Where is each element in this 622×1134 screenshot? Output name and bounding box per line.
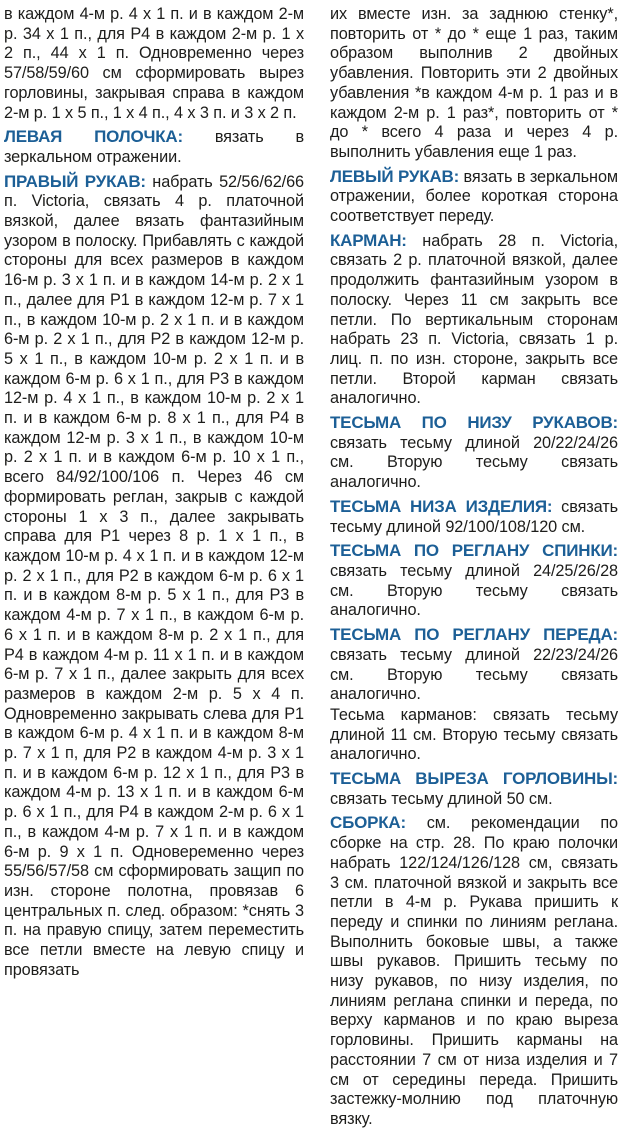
paragraph-text: набрать 52/56/62/66 п. Victoria, связать 4 р. платочной вязкой, далее вязать фантазийным узором в полоску. Прибавлять с каждой стороны для всех размеров в каждом 16-м р. 3 х 1 п. и в каждом 14-м р. 2 х 1 п., далее для Р1 в каждом 12-м р. 7 х 1 п., в каждом 10-м р. 2 х 1 п. и в каждом 6-м р. 2 х 1 п., для Р2 в каждом 12-м р. 5 х 1 п., в каждом 10-м р. 2 х 1 п. и в каждом 6-м р. 6 х 1 п., для Р3 в каждом 12-м р. 4 х 1 п., в каждом 10-м р. 2 х 1 п. и в каждом 6-м р. 8 х 1 п., для Р4 в каждом 12-м р. 3 х 1 п., в каждом 10-м р. 2 х 1 п. и в каждом 6-м р. 10 х 1 п., всего 84/92/100/106 п. Через 46 см формировать реглан, закрыв с каждой стороны 1 х 3 п., далее закрывать справа для Р1 через 8 р. 1 х 1 п., в каждом 10-м р. 4 х 1 п. и в каждом 12-м р. 2 х 1 п., для Р2 в каждом 6-м р. 6 х 1 п. и в каждом 8-м р. 5 х 1 п., для Р3 в каждом 4-м р. 7 х 1 п., в каждом 6-м р. 6 х 1 п. и в каждом 8-м р. 2 х 1 п., для Р4 в каждом 4-м р. 11 х 1 п. и в каждом 6-м р. 7 х 1 п., далее закрыть для всех размеров в каждом 2-м р. 5 х 4 п. Одновременно закрывать слева для Р1 в каждом 6-м р. 4 х 1 п. и в каждом 8-м р. 7 х 1 п, для Р2 в каждом 4-м р. 3 х 1 п. и в каждом 6-м р. 12 х 1 п., для Р3 в каждом 4-м р. 13 х 1 п. и в каждом 6-м р. 6 х 1 п., для Р4 в каждом 2-м р. 6 х 1 п., в каждом 4-м р. 7 х 1 п. и в каждом 6-м р. 9 х 1 п. Одновеременно через 55/56/57/58 см сформировать защип по изн. стороне полотна, провязав 6 центральных п. след. образом: *снять 3 п. на правую спицу, затем переместить все петли вместе на левую спицу и провязать — [4, 172, 304, 979]
left-column — [4, 5, 304, 984]
paragraph-text: связать тесьму длиной 24/25/26/28 см. Вторую тесьму связать аналогично. — [330, 561, 618, 620]
paragraph-text: вязать в зеркальном отражении, более короткая сторона соответствует переду. — [330, 167, 618, 226]
left-sleeve-section — [330, 167, 618, 227]
paragraph-text: связать тесьму длиной 92/100/108/120 см. — [330, 497, 618, 536]
left-front-section — [4, 127, 304, 167]
paragraph-text: связать тесьму длиной 20/22/24/26 см. Вторую тесьму связать аналогично. — [330, 433, 618, 492]
section-heading-right-sleeve: ПРАВЫЙ РУКАВ: — [4, 171, 146, 191]
paragraph-text: Тесьма карманов: связать тесьму длиной 11 см. Вторую тесьму связать аналогично. — [330, 705, 618, 764]
section-heading-left-sleeve: ЛЕВЫЙ РУКАВ: — [330, 166, 460, 186]
front-raglan-tape-section — [330, 625, 618, 705]
paragraph-text: в каждом 4-м р. 4 х 1 п. и в каждом 2-м р. 34 х 1 п., для Р4 в каждом 2-м р. 1 х 2 п., 44 х 1 п. Одновременно через 57/58/59/60 см сформировать вырез горловины, закрывая справа в каждом 2-м р. 1 х 5 п., 1 х 4 п., 4 х 3 п. и 3 х 2 п. — [4, 5, 304, 122]
section-heading-hem-tape: ТЕСЬМА НИЗА ИЗДЕЛИЯ: — [330, 496, 553, 516]
section-heading-pocket: КАРМАН: — [330, 230, 407, 250]
section-heading-back-raglan-tape: ТЕСЬМА ПО РЕГЛАНУ СПИНКИ: — [330, 541, 618, 561]
paragraph-text: связать тесьму длиной 50 см. — [330, 789, 553, 808]
neckline-tape-section — [330, 769, 618, 809]
section-heading-front-raglan-tape: ТЕСЬМА ПО РЕГЛАНУ ПЕРЕДА: — [330, 625, 618, 645]
right-column — [330, 5, 618, 1134]
right-sleeve-section — [4, 172, 304, 981]
section-heading-left-front: ЛЕВАЯ ПОЛОЧКА: — [4, 127, 183, 147]
sleeve-bottom-tape-section — [330, 413, 618, 493]
paragraph-text: см. рекомендации по сборке на стр. 28. По краю полочки набрать 122/124/126/128 см, связать 3 см. платочной вязкой и закрыть все петли в 4-м р. Рукава пришить к переду и спинки по линиям реглана. Выполнить боковые швы, а также швы рукавов. Пришить тесьму по низу рукавов, по низу изделия, по линиям реглана спинки и переда, по верху карманов и по краю выреза горловины. Пришить карманы на расстоянии 7 см от низа изделия и 7 см от середины переда. Пришить застежку-молнию под платочную вязку. — [330, 814, 618, 1128]
right-sleeve-continuation — [330, 5, 618, 163]
paragraph-text: вязать в зеркальном отражении. — [4, 128, 304, 166]
paragraph-text: их вместе изн. за заднюю стенку*, повторить от * до * еще 1 раз, таким образом выполнив 2 двойных убавления. Повторить эти 2 двойных убавления *в каждом 4-м р. 1 раз и в каждом 2-м р. 1 раз*, повторить от * до * всего 4 раза и через 4 р. выполнить убавления еще 1 раз. — [330, 5, 618, 161]
assembly-section — [330, 813, 618, 1129]
pocket-tape-section — [330, 706, 618, 765]
front-right-continuation — [4, 5, 304, 123]
section-heading-sleeve-bottom-tape: ТЕСЬМА ПО НИЗУ РУКАВОВ: — [330, 413, 618, 433]
hem-tape-section — [330, 497, 618, 537]
paragraph-text: связать тесьму длиной 22/23/24/26 см. Вторую тесьму связать аналогично. — [330, 645, 618, 704]
back-raglan-tape-section — [330, 541, 618, 621]
section-heading-neckline-tape: ТЕСЬМА ВЫРЕЗА ГОРЛОВИНЫ: — [330, 769, 618, 789]
pocket-section — [330, 231, 618, 409]
section-heading-assembly: СБОРКА: — [330, 813, 406, 833]
paragraph-text: набрать 28 п. Victoria, связать 2 р. платочной вязкой, далее продолжить фантазийным узором в полоску. Через 11 см закрыть все петли. По вертикальным сторонам набрать 23 п. Victoria, связать 1 р. лиц. п. по изн. стороне, закрыть все петли. Второй карман связать аналогично. — [330, 231, 618, 408]
